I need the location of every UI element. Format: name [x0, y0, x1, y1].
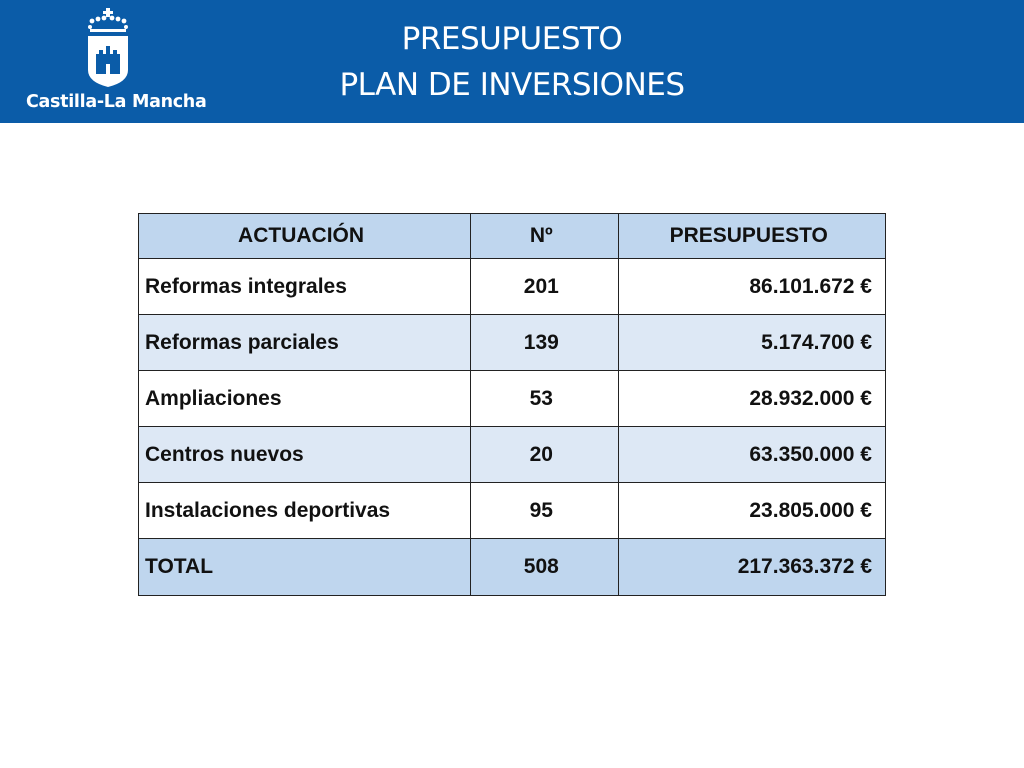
- total-numero: 508: [471, 539, 619, 596]
- page-title: [212, 16, 812, 108]
- cell-actuacion: Ampliaciones: [139, 371, 471, 427]
- table-row: [139, 427, 886, 483]
- title-line-1: PRESUPUESTO: [401, 21, 623, 57]
- cell-actuacion: Reformas integrales: [139, 259, 471, 315]
- title-line-2: PLAN DE INVERSIONES: [339, 67, 685, 103]
- cell-numero: 95: [471, 483, 619, 539]
- column-header-actuacion: ACTUACIÓN: [139, 214, 471, 259]
- cell-presupuesto: 28.932.000 €: [619, 371, 886, 427]
- total-label: TOTAL: [139, 539, 471, 596]
- cell-numero: 53: [471, 371, 619, 427]
- cell-numero: 20: [471, 427, 619, 483]
- table-header-row: [139, 214, 886, 259]
- cell-actuacion: Reformas parciales: [139, 315, 471, 371]
- castle-crest-icon: [82, 8, 134, 88]
- cell-numero: 139: [471, 315, 619, 371]
- column-header-numero: Nº: [471, 214, 619, 259]
- column-header-presupuesto: PRESUPUESTO: [619, 214, 886, 259]
- header-banner: [0, 0, 1024, 123]
- castilla-la-mancha-logo: [0, 0, 220, 123]
- table-row: [139, 315, 886, 371]
- logo-text: Castilla-La Mancha: [26, 92, 207, 112]
- total-presupuesto: 217.363.372 €: [619, 539, 886, 596]
- cell-presupuesto: 5.174.700 €: [619, 315, 886, 371]
- cell-presupuesto: 86.101.672 €: [619, 259, 886, 315]
- total-row: [139, 539, 886, 596]
- table-row: [139, 259, 886, 315]
- cell-actuacion: Centros nuevos: [139, 427, 471, 483]
- cell-numero: 201: [471, 259, 619, 315]
- investment-budget-table: [138, 213, 886, 596]
- cell-presupuesto: 63.350.000 €: [619, 427, 886, 483]
- table-row: [139, 371, 886, 427]
- table-row: [139, 483, 886, 539]
- cell-presupuesto: 23.805.000 €: [619, 483, 886, 539]
- cell-actuacion: Instalaciones deportivas: [139, 483, 471, 539]
